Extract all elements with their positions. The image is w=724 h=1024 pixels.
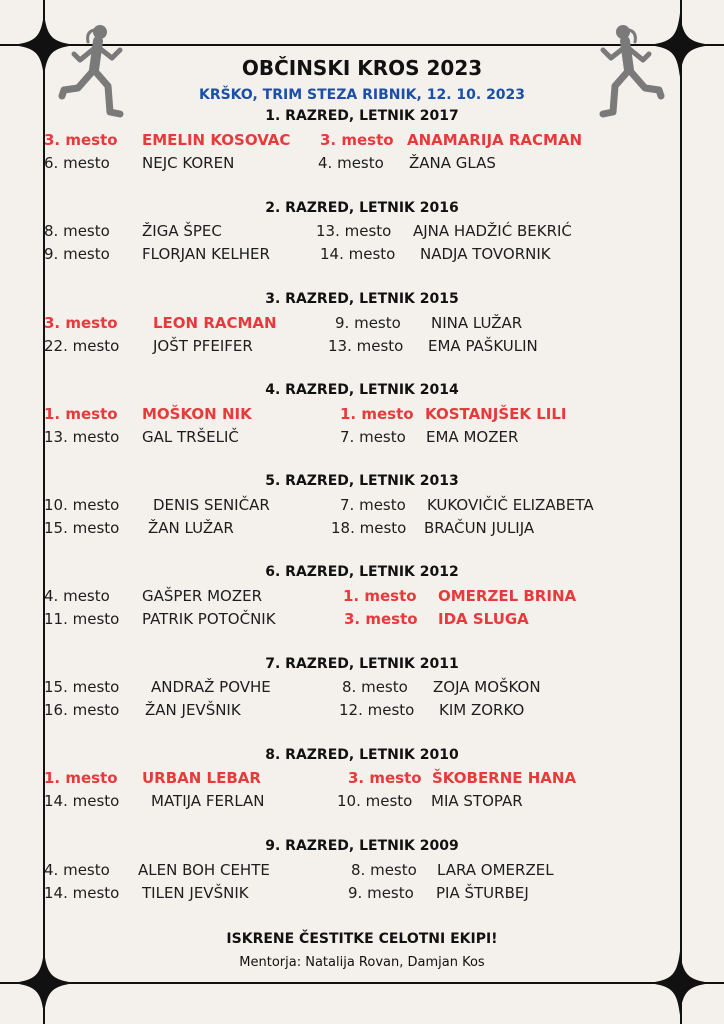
name-girl: KOSTANJŠEK LILI: [425, 405, 567, 423]
place-girls: 7. mesto: [340, 428, 406, 446]
place-girls: 8. mesto: [342, 678, 408, 696]
name-girl: ŽANA GLAS: [409, 154, 496, 172]
place-boys: 13. mesto: [44, 428, 120, 446]
name-boy: TILEN JEVŠNIK: [142, 884, 249, 902]
place-boys: 15. mesto: [44, 678, 120, 696]
name-boy: PATRIK POTOČNIK: [142, 610, 276, 628]
place-girls: 4. mesto: [318, 154, 384, 172]
place-girls: 14. mesto: [320, 245, 396, 263]
congratulations-text: ISKRENE ČESTITKE CELOTNI EKIPI!: [226, 931, 498, 947]
name-boy: EMELIN KOSOVAC: [142, 131, 291, 149]
class-heading: 1. RAZRED, LETNIK 2017: [265, 108, 459, 124]
place-boys: 14. mesto: [44, 884, 120, 902]
class-heading: 4. RAZRED, LETNIK 2014: [265, 382, 459, 398]
place-boys: 1. mesto: [44, 405, 118, 423]
place-boys: 3. mesto: [44, 131, 118, 149]
name-boy: NEJC KOREN: [142, 154, 235, 172]
place-boys: 15. mesto: [44, 519, 120, 537]
event-subtitle: KRŠKO, TRIM STEZA RIBNIK, 12. 10. 2023: [198, 87, 526, 103]
place-boys: 10. mesto: [44, 496, 120, 514]
name-girl: MIA STOPAR: [431, 792, 523, 810]
name-boy: ANDRAŽ POVHE: [151, 678, 271, 696]
place-girls: 3. mesto: [348, 769, 422, 787]
place-girls: 13. mesto: [316, 222, 392, 240]
name-boy: DENIS SENIČAR: [153, 496, 270, 514]
name-girl: EMA MOZER: [426, 428, 519, 446]
place-boys: 1. mesto: [44, 769, 118, 787]
place-girls: 13. mesto: [328, 337, 404, 355]
place-boys: 4. mesto: [44, 587, 110, 605]
class-heading: 7. RAZRED, LETNIK 2011: [265, 656, 459, 672]
place-boys: 8. mesto: [44, 222, 110, 240]
name-boy: ŽIGA ŠPEC: [142, 222, 222, 240]
name-girl: NINA LUŽAR: [431, 314, 523, 332]
place-boys: 4. mesto: [44, 861, 110, 879]
name-girl: IDA SLUGA: [438, 610, 529, 628]
place-girls: 3. mesto: [344, 610, 418, 628]
name-girl: OMERZEL BRINA: [438, 587, 577, 605]
name-girl: KUKOVIČIČ ELIZABETA: [427, 496, 594, 514]
place-boys: 9. mesto: [44, 245, 110, 263]
name-girl: LARA OMERZEL: [437, 861, 554, 879]
place-boys: 16. mesto: [44, 701, 120, 719]
name-girl: ZOJA MOŠKON: [433, 678, 541, 696]
place-girls: 3. mesto: [320, 131, 394, 149]
name-boy: ŽAN LUŽAR: [148, 519, 234, 537]
name-girl: PIA ŠTURBEJ: [436, 884, 529, 902]
place-girls: 12. mesto: [339, 701, 415, 719]
name-girl: ŠKOBERNE HANA: [432, 769, 577, 787]
place-boys: 11. mesto: [44, 610, 120, 628]
name-girl: BRAČUN JULIJA: [424, 519, 535, 537]
name-boy: ALEN BOH CEHTE: [138, 861, 270, 879]
place-boys: 6. mesto: [44, 154, 110, 172]
class-heading: 6. RAZRED, LETNIK 2012: [265, 564, 459, 580]
class-heading: 3. RAZRED, LETNIK 2015: [265, 291, 459, 307]
page-title: OBČINSKI KROS 2023: [241, 56, 483, 80]
frame-bottom-line: [0, 982, 724, 984]
place-boys: 22. mesto: [44, 337, 120, 355]
name-boy: URBAN LEBAR: [142, 769, 261, 787]
place-girls: 9. mesto: [348, 884, 414, 902]
place-boys: 14. mesto: [44, 792, 120, 810]
name-girl: NADJA TOVORNIK: [420, 245, 551, 263]
class-heading: 2. RAZRED, LETNIK 2016: [265, 200, 459, 216]
name-girl: KIM ZORKO: [439, 701, 525, 719]
place-girls: 1. mesto: [340, 405, 414, 423]
place-girls: 9. mesto: [335, 314, 401, 332]
name-girl: ANAMARIJA RACMAN: [407, 131, 583, 149]
name-boy: GAŠPER MOZER: [142, 587, 263, 605]
place-girls: 10. mesto: [337, 792, 413, 810]
place-boys: 3. mesto: [44, 314, 118, 332]
frame-right-line: [680, 0, 682, 1024]
class-heading: 5. RAZRED, LETNIK 2013: [265, 473, 459, 489]
place-girls: 8. mesto: [351, 861, 417, 879]
name-boy: GAL TRŠELIČ: [142, 428, 239, 446]
name-boy: ŽAN JEVŠNIK: [145, 701, 241, 719]
name-boy: MATIJA FERLAN: [151, 792, 265, 810]
name-boy: MOŠKON NIK: [142, 405, 252, 423]
place-girls: 18. mesto: [331, 519, 407, 537]
name-boy: LEON RACMAN: [153, 314, 277, 332]
class-heading: 8. RAZRED, LETNIK 2010: [265, 747, 459, 763]
class-heading: 9. RAZRED, LETNIK 2009: [265, 838, 459, 854]
place-girls: 7. mesto: [340, 496, 406, 514]
place-girls: 1. mesto: [343, 587, 417, 605]
name-boy: JOŠT PFEIFER: [153, 337, 253, 355]
name-boy: FLORJAN KELHER: [142, 245, 270, 263]
name-girl: EMA PAŠKULIN: [428, 337, 538, 355]
name-girl: AJNA HADŽIĆ BEKRIĆ: [413, 222, 572, 240]
mentors-text: Mentorja: Natalija Rovan, Damjan Kos: [239, 955, 485, 970]
